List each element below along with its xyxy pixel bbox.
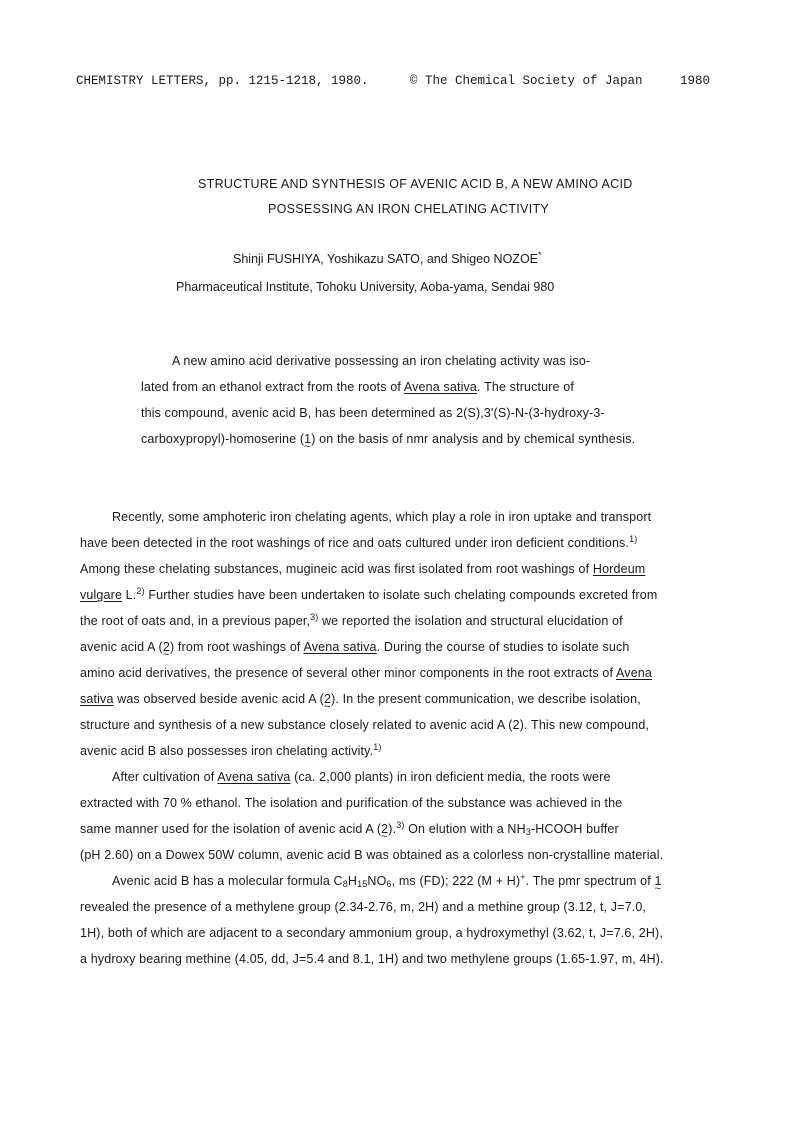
superscript: + — [520, 872, 526, 882]
body-text: -HCOOH buffer — [530, 822, 619, 836]
body-line — [112, 770, 611, 784]
body-line: (pH 2.60) on a Dowex 50W column, avenic acid B was obtained as a colorless non-crystalline material. — [80, 848, 664, 862]
body-line: Recently, some amphoteric iron chelating agents, which play a role in iron uptake and transport — [112, 510, 652, 524]
body-line: extracted with 70 % ethanol. The isolation and purification of the substance was achieved in the — [80, 796, 623, 810]
affiliation: Pharmaceutical Institute, Tohoku University, Aoba-yama, Sendai 980 — [176, 280, 555, 294]
compound-number: 1 ~ — [304, 432, 311, 446]
corresponding-author-mark: * — [538, 250, 542, 260]
compound-number: 2 ~ — [324, 692, 331, 706]
body-text: ) from root washings of — [169, 640, 304, 654]
reference-mark: 3) — [396, 820, 405, 830]
body-text: . During the course of studies to isolate such — [376, 640, 630, 654]
body-text: same manner used for the isolation of avenic acid A ( — [80, 822, 382, 836]
paper-title-line-1: STRUCTURE AND SYNTHESIS OF AVENIC ACID B, A NEW AMINO ACID — [198, 177, 633, 191]
reference-mark: 1) — [373, 742, 382, 752]
body-text: was observed beside avenic acid A ( — [113, 692, 324, 706]
body-line — [80, 640, 630, 654]
compound-number: 2 ~ — [163, 640, 170, 654]
subscript: 3 — [525, 827, 531, 837]
body-line — [80, 536, 637, 550]
body-line — [80, 822, 619, 836]
compound-number: 1 ~ — [654, 874, 661, 888]
body-line: structure and synthesis of a new substance closely related to avenic acid A (2). This new compound, — [80, 718, 650, 732]
species-name: sativa — [80, 692, 114, 706]
abstract-text: carboxypropyl)-homoserine ( — [141, 432, 305, 446]
paper-title-line-2: POSSESSING AN IRON CHELATING ACTIVITY — [268, 202, 550, 216]
body-text: ). In the present communication, we describe isolation, — [331, 692, 641, 706]
header-year: 1980 — [680, 74, 711, 88]
body-line — [112, 874, 662, 888]
body-text: NO — [367, 874, 387, 888]
body-text: Further studies have been undertaken to isolate such chelating compounds excreted from — [144, 588, 658, 602]
body-line — [80, 614, 623, 628]
body-text: . The pmr spectrum of — [525, 874, 655, 888]
species-name: Avena sativa — [403, 380, 478, 394]
author-list — [233, 252, 542, 266]
body-text: L. — [122, 588, 137, 602]
copyright-notice: © The Chemical Society of Japan — [410, 74, 643, 88]
species-name: Avena sativa — [217, 770, 291, 784]
abstract-line: this compound, avenic acid B, has been determined as 2(S),3'(S)-N-(3-hydroxy-3- — [141, 406, 605, 420]
body-text: the root of oats and, in a previous paper, — [80, 614, 311, 628]
abstract-line — [141, 432, 635, 446]
subscript: 8 — [342, 879, 348, 889]
body-text: Among these chelating substances, mugineic acid was first isolated from root washings of — [80, 562, 593, 576]
body-text: (ca. 2,000 plants) in iron deficient media, the roots were — [290, 770, 611, 784]
journal-citation: CHEMISTRY LETTERS, pp. 1215-1218, 1980. — [76, 74, 369, 88]
abstract-text: lated from an ethanol extract from the roots of — [141, 380, 404, 394]
species-name: Hordeum — [592, 562, 646, 576]
body-line — [80, 744, 382, 758]
abstract-text: ) on the basis of nmr analysis and by chemical synthesis. — [311, 432, 636, 446]
body-text: After cultivation of — [112, 770, 218, 784]
body-line — [80, 588, 657, 602]
reference-mark: 2) — [136, 586, 145, 596]
body-text: Avenic acid B has a molecular formula C — [112, 874, 343, 888]
body-line — [80, 692, 641, 706]
body-text: avenic acid A ( — [80, 640, 163, 654]
body-line: revealed the presence of a methylene group (2.34-2.76, m, 2H) and a methine group (3.12, t, J=7.0, — [80, 900, 647, 914]
body-text: avenic acid B also possesses iron chelating activity. — [80, 744, 374, 758]
species-name: Avena — [616, 666, 653, 680]
body-text: ). — [388, 822, 397, 836]
abstract-text: . The structure of — [477, 380, 575, 394]
authors-text: Shinji FUSHIYA, Yoshikazu SATO, and Shigeo NOZOE — [233, 252, 539, 266]
body-text: , ms (FD); 222 (M + H) — [391, 874, 521, 888]
body-text: H — [347, 874, 358, 888]
body-text: On elution with a NH — [404, 822, 526, 836]
subscript: 15 — [357, 879, 368, 889]
species-name: Avena sativa — [303, 640, 377, 654]
body-line — [80, 562, 645, 576]
subscript: 6 — [386, 879, 392, 889]
body-text: we reported the isolation and structural elucidation of — [318, 614, 623, 628]
body-line: a hydroxy bearing methine (4.05, dd, J=5.4 and 8.1, 1H) and two methylene groups (1.65-1.97, m, 4H). — [80, 952, 664, 966]
abstract-line — [141, 380, 574, 394]
reference-mark: 3) — [310, 612, 319, 622]
body-text: have been detected in the root washings of rice and oats cultured under iron deficient conditions. — [80, 536, 630, 550]
body-line — [80, 666, 652, 680]
species-name: vulgare — [80, 588, 123, 602]
body-text: amino acid derivatives, the presence of several other minor components in the root extracts of — [80, 666, 617, 680]
body-line: 1H), both of which are adjacent to a secondary ammonium group, a hydroxymethyl (3.62, t, J=7.6, 2H), — [80, 926, 663, 940]
abstract-line: A new amino acid derivative possessing an iron chelating activity was iso- — [172, 354, 591, 368]
reference-mark: 1) — [629, 534, 638, 544]
compound-number: 2 ~ — [381, 822, 388, 836]
